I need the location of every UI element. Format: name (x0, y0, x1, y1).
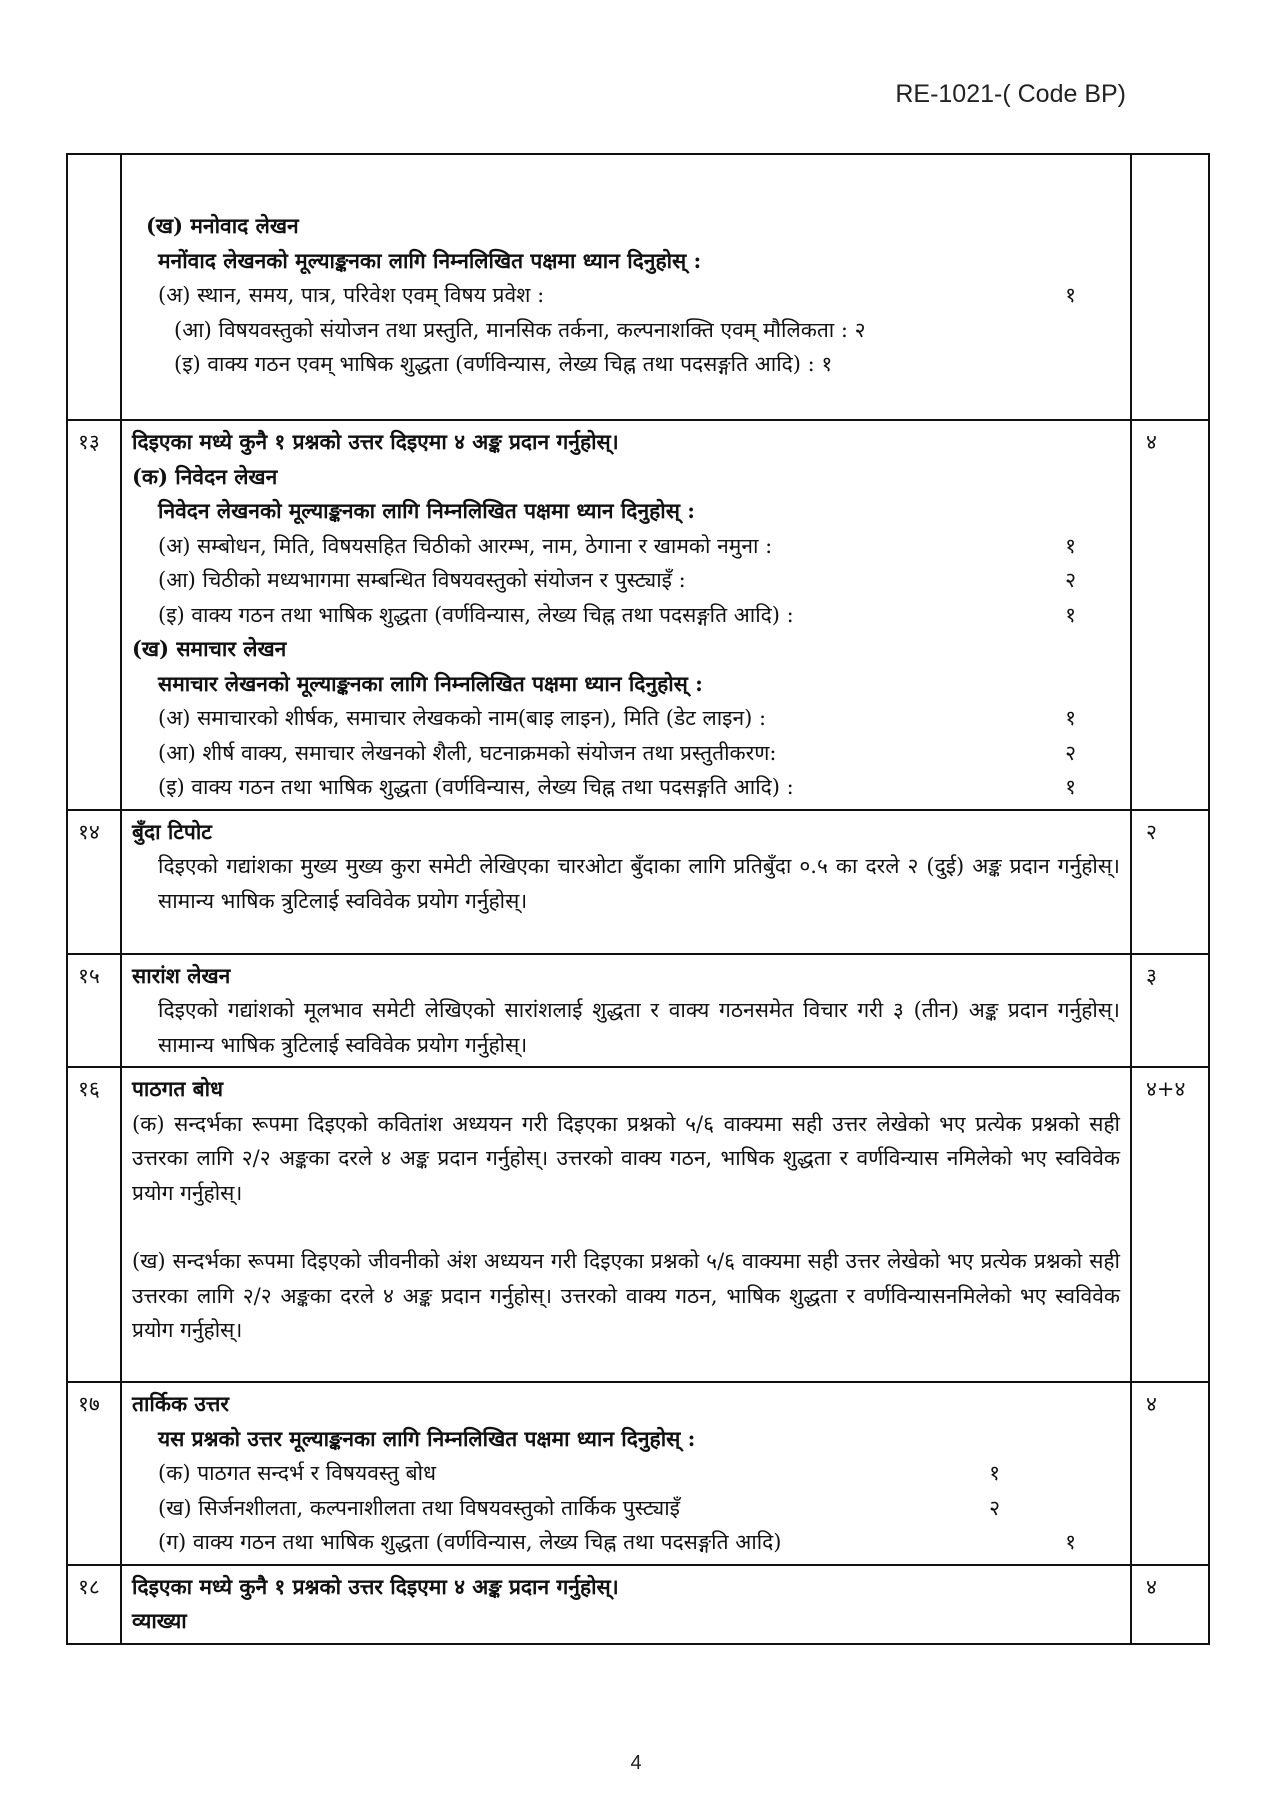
criterion-text: (अ) समाचारको शीर्षक, समाचार लेखकको नाम(बाइ लाइन), मिति (डेट लाइन) : (158, 706, 767, 730)
question-number: १३ (67, 420, 121, 810)
question-number: १४ (67, 810, 121, 954)
criterion-line (132, 736, 1120, 771)
question-title: सारांश लेखन (132, 962, 231, 988)
criterion-text: (क) पाठगत सन्दर्भ र विषयवस्तु बोध (158, 1461, 437, 1485)
section-subtitle: (ख) मनोवाद लेखन (146, 213, 299, 238)
criterion-text: (अ) सम्बोधन, मिति, विषयसहित चिठीको आरम्भ, नाम, ठेगाना र खामको नमुना : (158, 533, 773, 558)
question-text: दिइएको गद्यांशका मुख्य मुख्य कुरा समेटी लेखिएका चारओटा बुँदाका लागि प्रतिबुँदा ०.५ का दरले २ (दुई) अङ्क प्रदान गर्नुहोस्। सामान्य भाषिक त्रुटिलाई स्वविवेक प्रयोग गर्नुहोस्। (158, 854, 1120, 913)
instruction-text: यस प्रश्नको उत्तर मूल्याङ्कनका लागि निम्नलिखित पक्षमा ध्यान दिनुहोस् : (158, 1425, 696, 1451)
instruction-text: मनोंवाद लेखनको मूल्याङ्कनका लागि निम्नलिखित पक्षमा ध्यान दिनुहोस् : (158, 247, 702, 273)
paragraph-a: (क) सन्दर्भका रूपमा दिइएको कवितांश अध्ययन गरी दिइएका प्रश्नको ५/६ वाक्यमा सही उत्तर लेखेको भए प्रत्येक प्रश्नको सही उत्तरका लागि २/२ अङ्कका दरले ४ अङ्क प्रदान गर्नुहोस्। उत्तरको वाक्य गठन, भाषिक शुद्धता र वर्णविन्यास नमिलेको भए स्वविवेक प्रयोग गर्नुहोस्। (132, 1111, 1120, 1205)
criterion-line (132, 598, 1120, 633)
document-code: RE-1021-( Code BP) (895, 80, 1126, 108)
criterion-text: (ख) सिर्जनशीलता, कल्पनाशीलता तथा विषयवस्तुको तार्किक पुस्ट्याइँ (158, 1495, 680, 1520)
criterion-line (132, 563, 1120, 598)
criterion-mark: १ (1065, 775, 1076, 799)
criterion-mark: १ (1065, 1530, 1076, 1554)
criterion-mark: २ (989, 1495, 1000, 1520)
question-content (121, 1382, 1131, 1565)
criterion-text: (आ) चिठीको मध्यभागमा सम्बन्धित विषयवस्तुको संयोजन र पुस्ट्याइँ : (158, 568, 686, 592)
criterion-mark: १ (1065, 283, 1076, 307)
question-content (121, 420, 1131, 810)
marks-cell: ४ (1131, 1565, 1209, 1644)
criterion-mark: २ (1065, 568, 1076, 592)
criterion-mark: १ (1065, 602, 1076, 627)
criterion-line (132, 278, 1120, 313)
table-row (67, 154, 1209, 420)
marks-cell: ४+४ (1131, 1067, 1209, 1382)
question-content (121, 954, 1131, 1068)
marks-cell: ४ (1131, 1382, 1209, 1565)
criterion-text: (इ) वाक्य गठन तथा भाषिक शुद्धता (वर्णविन्यास, लेख्य चिह्न तथा पदसङ्गति आदि) : (158, 775, 794, 799)
section-subtitle: (ख) समाचार लेखन (132, 636, 287, 661)
question-number (67, 154, 121, 420)
criterion-line (132, 1491, 1120, 1526)
criterion-line (132, 1525, 1120, 1560)
criterion-mark: २ (1065, 740, 1076, 765)
question-content (121, 154, 1131, 420)
criterion-text: (आ) विषयवस्तुको संयोजन तथा प्रस्तुति, मानसिक तर्कना, कल्पनाशक्ति एवम् मौलिकता : २ (174, 317, 866, 342)
marks-cell (1131, 154, 1209, 420)
table-row (67, 1382, 1209, 1565)
criterion-line (132, 529, 1120, 564)
criterion-mark: १ (1065, 533, 1076, 558)
question-title: दिइएका मध्ये कुनै १ प्रश्नको उत्तर दिइएमा ४ अङ्क प्रदान गर्नुहोस्। (132, 429, 619, 454)
question-title: बुँदा टिपोट (132, 818, 212, 844)
question-content (121, 1565, 1131, 1644)
marks-cell: २ (1131, 810, 1209, 954)
question-title: तार्किक उत्तर (132, 1391, 230, 1416)
question-content (121, 1067, 1131, 1382)
table-row (67, 954, 1209, 1068)
criterion-text: (इ) वाक्य गठन तथा भाषिक शुद्धता (वर्णविन्यास, लेख्य चिह्न तथा पदसङ्गति आदि) : (158, 602, 794, 627)
table-row (67, 810, 1209, 954)
criterion-text: (आ) शीर्ष वाक्य, समाचार लेखनको शैली, घटनाक्रमको संयोजन तथा प्रस्तुतीकरण: (158, 740, 777, 765)
criterion-text: (ग) वाक्य गठन तथा भाषिक शुद्धता (वर्णविन्यास, लेख्य चिह्न तथा पदसङ्गति आदि) (158, 1530, 782, 1554)
marks-cell: ४ (1131, 420, 1209, 810)
criterion-text: (अ) स्थान, समय, पात्र, परिवेश एवम् विषय प्रवेश : (158, 283, 545, 307)
page-number: 4 (630, 1752, 642, 1774)
question-title: पाठगत बोध (132, 1076, 224, 1101)
question-number: १५ (67, 954, 121, 1068)
question-text: दिइएको गद्यांशको मूलभाव समेटी लेखिएको सारांशलाई शुद्धता र वाक्य गठनसमेत विचार गरी ३ (तीन) अङ्क प्रदान गर्नुहोस्। सामान्य भाषिक त्रुटिलाई स्वविवेक प्रयोग गर्नुहोस्। (158, 998, 1120, 1057)
criterion-line (132, 770, 1120, 805)
question-content (121, 810, 1131, 954)
section-subtitle: (क) निवेदन लेखन (132, 463, 278, 489)
question-title: दिइएका मध्ये कुनै १ प्रश्नको उत्तर दिइएमा ४ अङ्क प्रदान गर्नुहोस्। (132, 1573, 619, 1599)
criterion-text: (इ) वाक्य गठन एवम् भाषिक शुद्धता (वर्णविन्यास, लेख्य चिह्न तथा पदसङ्गति आदि) : १ (174, 352, 833, 376)
table-row (67, 1067, 1209, 1382)
instruction-text: निवेदन लेखनको मूल्याङ्कनका लागि निम्नलिखित पक्षमा ध्यान दिनुहोस् : (158, 498, 695, 523)
paragraph-b: (ख) सन्दर्भका रूपमा दिइएको जीवनीको अंश अध्ययन गरी दिइएका प्रश्नको ५/६ वाक्यमा सही उत्तर लेखेको भए प्रत्येक प्रश्नको सही उत्तरका लागि २/२ अङ्कका दरले ४ अङ्क प्रदान गर्नुहोस्। उत्तरको वाक्य गठन, भाषिक शुद्धता र वर्णविन्यासनमिलेको भए स्वविवेक प्रयोग गर्नुहोस्। (132, 1249, 1120, 1342)
table-row (67, 420, 1209, 810)
criterion-line (132, 1456, 1120, 1491)
question-number: १८ (67, 1565, 121, 1644)
section-subtitle: व्याख्या (132, 1608, 187, 1633)
criterion-mark: १ (1065, 706, 1076, 730)
question-number: १७ (67, 1382, 121, 1565)
table-row (67, 1565, 1209, 1644)
marking-scheme-table (66, 153, 1210, 1645)
instruction-text: समाचार लेखनको मूल्याङ्कनका लागि निम्नलिखित पक्षमा ध्यान दिनुहोस् : (158, 670, 703, 696)
criterion-line (132, 701, 1120, 736)
marks-cell: ३ (1131, 954, 1209, 1068)
criterion-mark: १ (989, 1461, 1000, 1485)
question-number: १६ (67, 1067, 121, 1382)
